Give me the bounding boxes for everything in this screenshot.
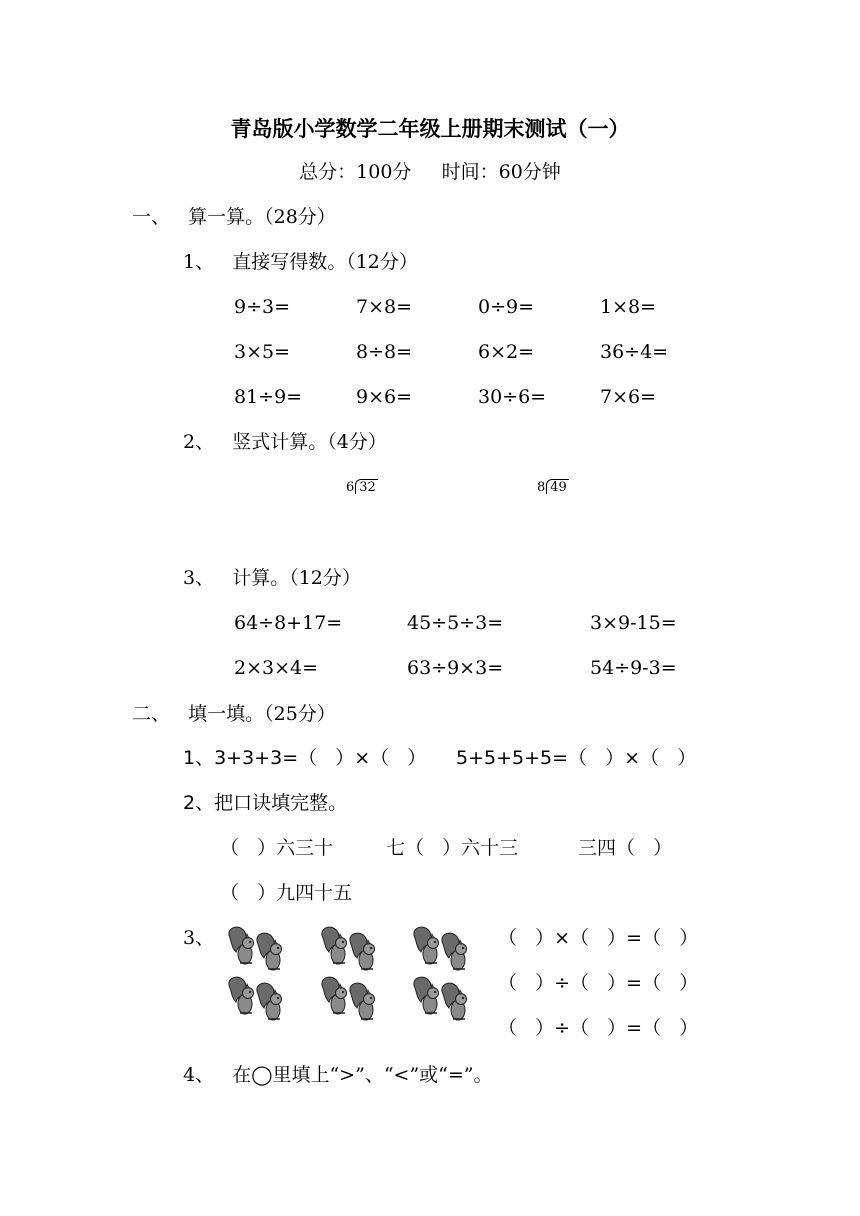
dividend: 32 — [355, 479, 378, 494]
s2-q3-equation: （ ）×（ ）=（ ） — [498, 927, 699, 949]
s2-q3-label: 3、 — [183, 927, 215, 949]
s2-q2-item: 七（ ）六十三 — [386, 837, 519, 859]
s1-q1-item: 36÷4= — [600, 341, 669, 363]
s2-q4-label: 4、 在◯里填上“>”、“<”或“=”。 — [183, 1064, 493, 1086]
dividend: 49 — [546, 479, 569, 494]
s1-q3-item: 63÷9×3= — [407, 657, 504, 679]
divisor: 8 — [537, 480, 546, 495]
s1-q1-item: 0÷9= — [478, 296, 535, 318]
s1-q3-item: 3×9-15= — [590, 612, 677, 634]
s1-q3-item: 54÷9-3= — [590, 657, 677, 679]
s1-q1-item: 9÷3= — [234, 296, 291, 318]
s1-q3-item: 45÷5÷3= — [407, 612, 504, 634]
s1-q1-item: 7×8= — [356, 296, 413, 318]
page-title: 青岛版小学数学二年级上册期末测试（一） — [230, 116, 630, 141]
s1-q3-item: 2×3×4= — [234, 657, 319, 679]
s2-q2-item: （ ）九四十五 — [220, 882, 353, 904]
s2-q3-equation: （ ）÷（ ）=（ ） — [498, 972, 699, 994]
section1-heading: 一、 算一算。（28分） — [132, 206, 336, 228]
s2-q2-item: 三四（ ） — [578, 837, 673, 859]
s2-q2-label: 2、把口诀填完整。 — [183, 792, 348, 814]
s1-q3-item: 64÷8+17= — [234, 612, 343, 634]
s2-q1-right: 5+5+5+5=（ ）×（ ） — [456, 747, 697, 769]
squirrel-group-3 — [414, 927, 467, 1020]
s1-q2-label: 2、 竖式计算。（4分） — [183, 431, 387, 453]
s1-q1-item: 8÷8= — [356, 341, 413, 363]
s1-q1-item: 3×5= — [234, 341, 291, 363]
s2-q1-left: 1、3+3+3=（ ）×（ ） — [183, 747, 427, 769]
s2-q3-equation: （ ）÷（ ）=（ ） — [498, 1017, 699, 1039]
squirrel-group-1 — [229, 927, 282, 1020]
s1-q1-item: 30÷6= — [478, 386, 547, 408]
s1-q1-item: 1×8= — [600, 296, 657, 318]
s1-q1-item: 81÷9= — [234, 386, 303, 408]
s1-q1-item: 7×6= — [600, 386, 657, 408]
s2-q2-item: （ ）六三十 — [220, 837, 334, 859]
s1-q1-item: 6×2= — [478, 341, 535, 363]
s1-q1-label: 1、 直接写得数。（12分） — [183, 251, 418, 273]
exam-meta: 总分：100分 时间：60分钟 — [299, 161, 561, 183]
section2-heading: 二、 填一填。（25分） — [132, 703, 336, 725]
divisor: 6 — [346, 480, 355, 495]
s1-q3-label: 3、 计算。（12分） — [183, 567, 361, 589]
squirrel-group-2 — [322, 927, 375, 1020]
s1-q1-item: 9×6= — [356, 386, 413, 408]
